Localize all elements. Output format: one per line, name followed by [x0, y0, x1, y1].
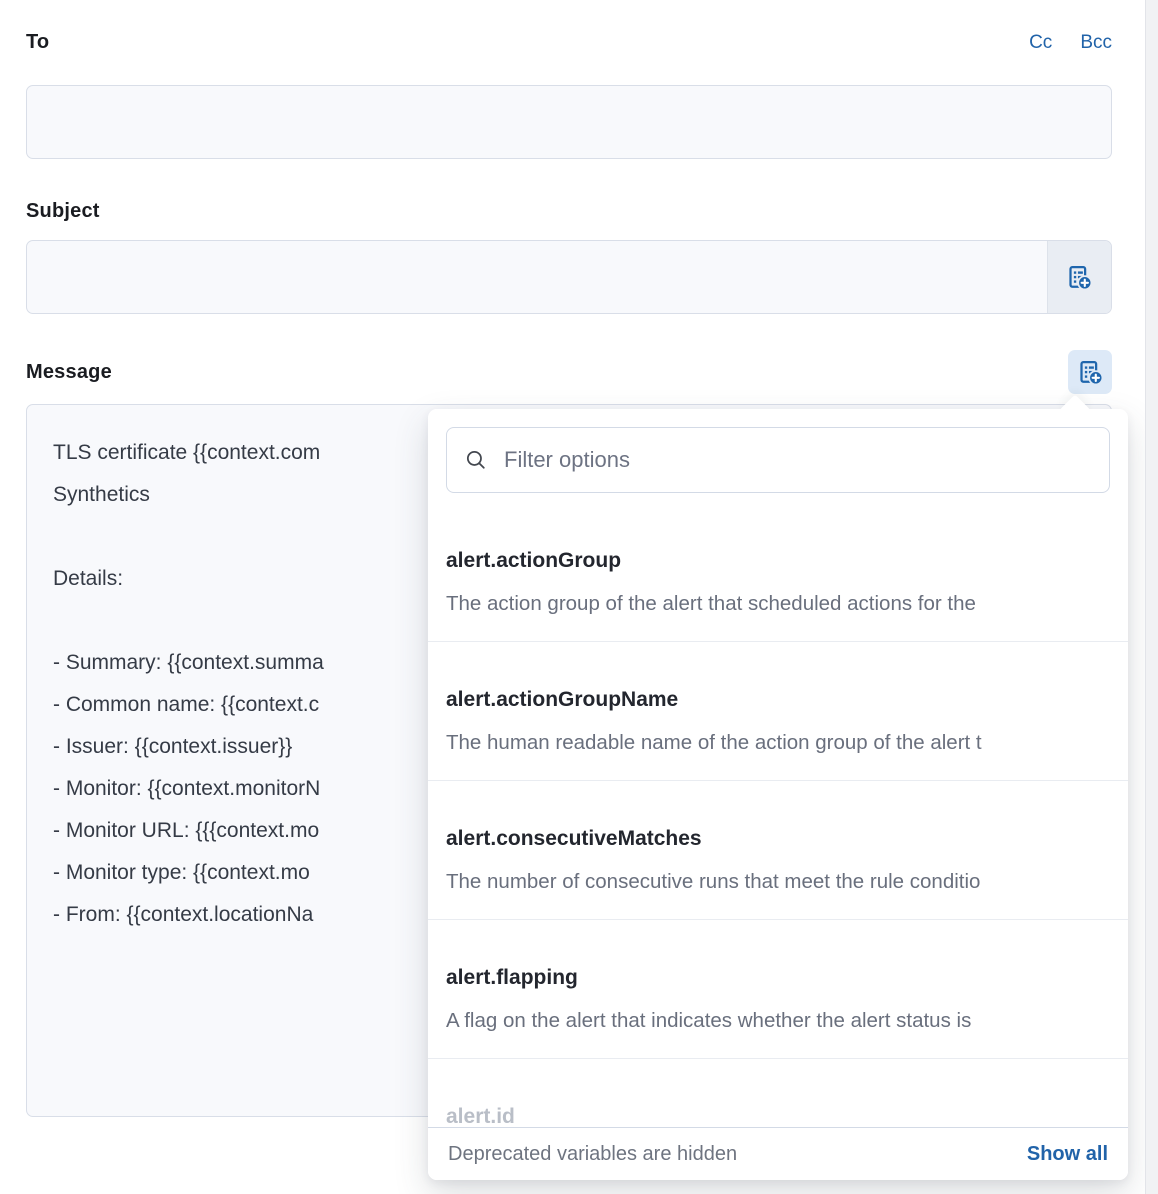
message-line: - Summary: {{context.summa	[53, 651, 324, 674]
add-variable-icon	[1066, 264, 1093, 291]
variable-option-clipped[interactable]	[428, 1059, 1128, 1127]
variables-popover	[428, 409, 1128, 1180]
bcc-link[interactable]: Bcc	[1080, 32, 1112, 53]
message-label: Message	[26, 360, 112, 383]
message-line: - Monitor URL: {{{context.mo	[53, 819, 320, 842]
message-line: - From: {{context.locationNa	[53, 903, 314, 926]
subject-label: Subject	[26, 200, 100, 222]
deprecated-hidden-note: Deprecated variables are hidden	[448, 1142, 738, 1165]
page-edge	[1145, 0, 1158, 1194]
variable-name: alert.id	[446, 1105, 515, 1127]
subject-input[interactable]	[26, 240, 1112, 314]
variable-option[interactable]	[428, 503, 1128, 642]
variable-name: alert.flapping	[446, 966, 578, 989]
variable-description: The number of consecutive runs that meet the rule conditio	[446, 870, 981, 893]
search-input[interactable]	[504, 447, 1092, 473]
variables-list	[428, 497, 1128, 1127]
message-line: - Issuer: {{context.issuer}}	[53, 735, 293, 758]
variable-option[interactable]	[428, 781, 1128, 920]
variable-name: alert.actionGroupName	[446, 688, 679, 711]
popover-panel	[428, 409, 1128, 1180]
message-line: - Monitor type: {{context.mo	[53, 861, 310, 884]
show-all-link[interactable]: Show all	[1026, 1142, 1108, 1165]
to-field-header	[26, 28, 1112, 54]
message-line: - Common name: {{context.c	[53, 693, 320, 716]
subject-field-header	[26, 197, 1112, 223]
message-line: - Monitor: {{context.monitorN	[53, 777, 321, 800]
add-variable-button-subject[interactable]	[1047, 241, 1111, 313]
message-line: TLS certificate {{context.com	[53, 441, 321, 464]
variable-description: A flag on the alert that indicates whether the alert status is	[446, 1009, 972, 1032]
message-field-header	[26, 350, 1112, 394]
subject-input-wrap	[26, 240, 1112, 314]
variable-name: alert.consecutiveMatches	[446, 827, 702, 850]
variables-search-box	[446, 427, 1110, 493]
to-label: To	[26, 31, 50, 53]
add-variable-button-message[interactable]	[1068, 350, 1112, 394]
variable-option[interactable]	[428, 920, 1128, 1059]
cc-bcc-links	[1029, 32, 1112, 54]
variable-option[interactable]	[428, 642, 1128, 781]
popover-footer	[428, 1127, 1128, 1180]
message-line: Synthetics	[53, 483, 150, 506]
variable-description: The action group of the alert that scheduled actions for the	[446, 592, 976, 615]
message-line: Details:	[53, 567, 124, 590]
variable-name: alert.actionGroup	[446, 549, 622, 572]
add-variable-icon	[1077, 359, 1104, 386]
variable-description: The human readable name of the action group of the alert t	[446, 731, 982, 754]
cc-link[interactable]: Cc	[1029, 32, 1053, 53]
search-icon	[464, 448, 489, 473]
to-input[interactable]	[26, 85, 1112, 159]
